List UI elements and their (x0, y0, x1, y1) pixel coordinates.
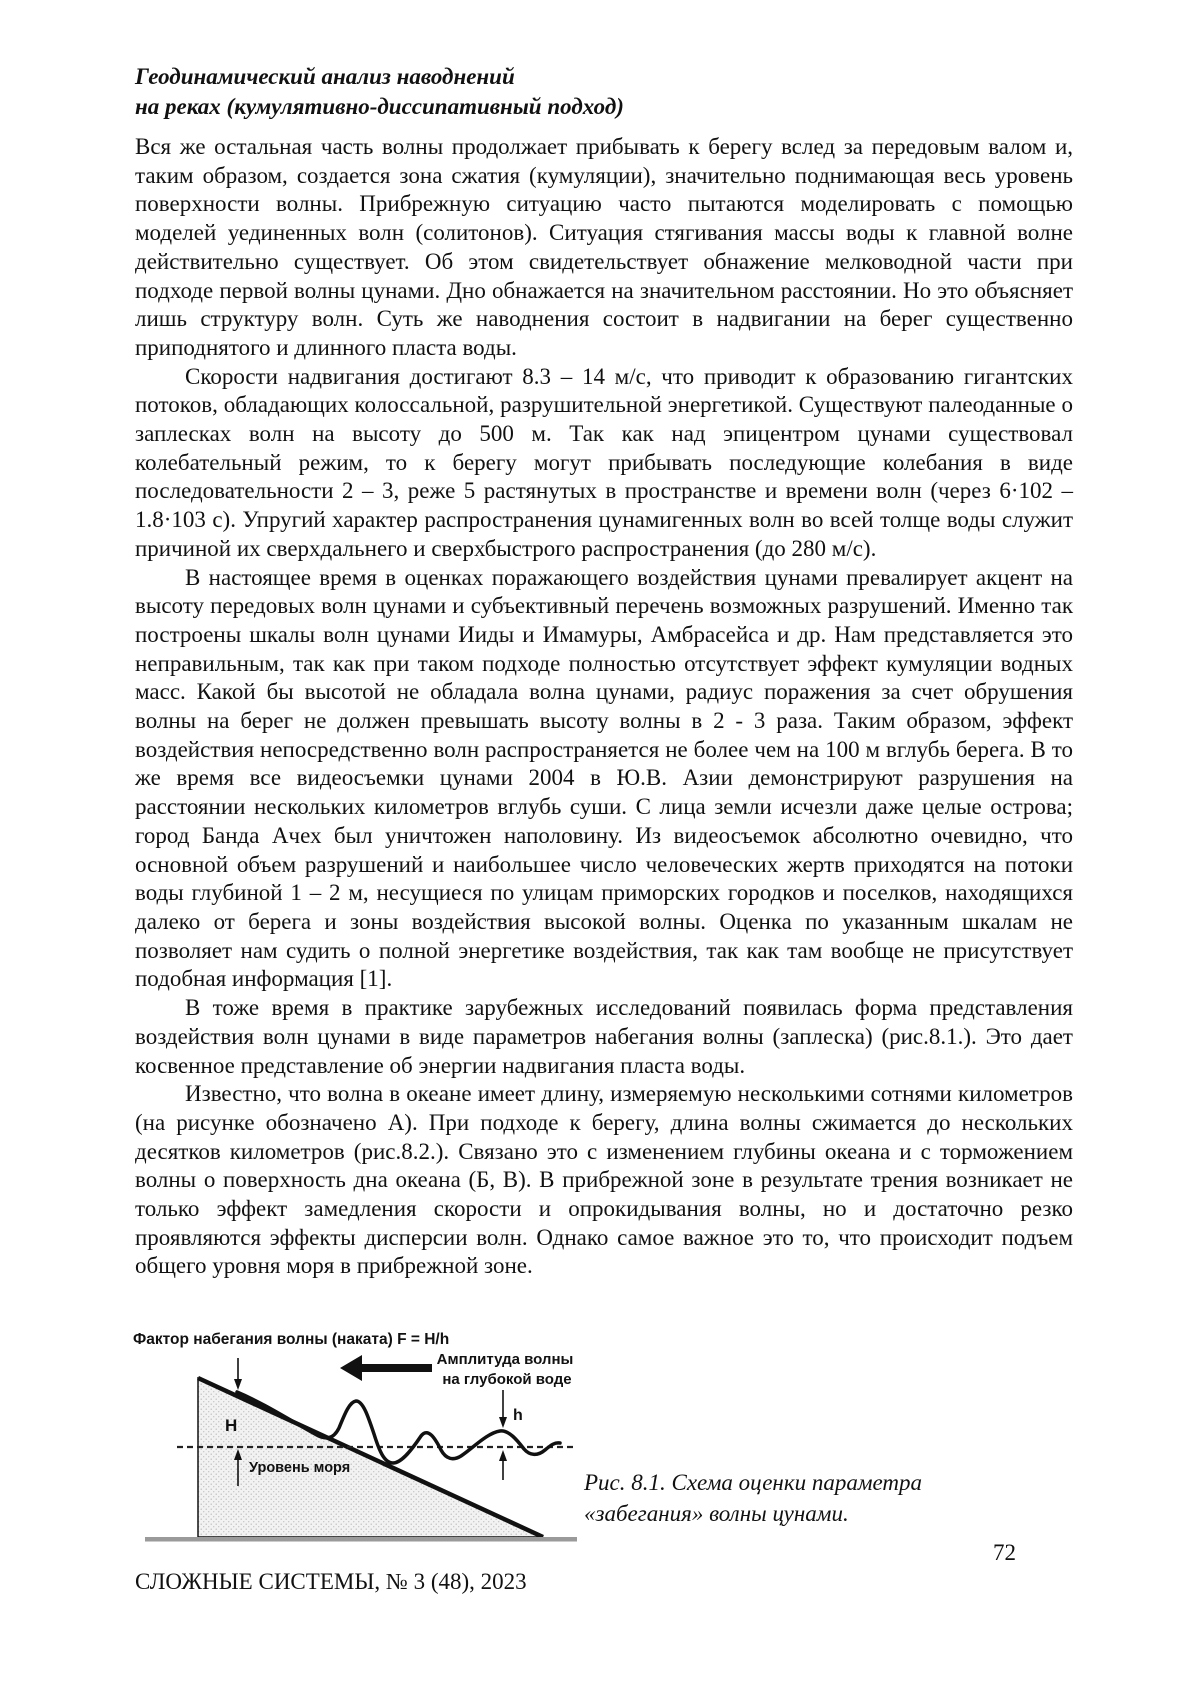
amplitude-up-arrowhead-icon (499, 1450, 507, 1461)
journal-footer: СЛОЖНЫЕ СИСТЕМЫ, № 3 (48), 2023 (135, 1569, 527, 1594)
document-header (135, 62, 1085, 122)
tsunami-runup-diagram (125, 1328, 595, 1600)
tsunami-runup-figure (125, 1328, 595, 1600)
header-title-line-2: на реках (кумулятивно-диссипативный подход) (135, 94, 624, 119)
figure-caption-line-1: Рис. 8.1. Схема оценки параметра (584, 1470, 923, 1495)
runup-down-arrowhead-icon (234, 1379, 242, 1390)
body-text (135, 133, 1073, 1281)
amplitude-label-line-1: Амплитуда волны (436, 1351, 574, 1368)
figure-caption (584, 1468, 1014, 1529)
figure-caption-line-2: «забегания» волны цунами. (584, 1500, 849, 1526)
amplitude-down-arrowhead-icon (499, 1417, 507, 1428)
paragraph-2: Скорости надвигания достигают 8.3 – 14 м/с, что приводит к образованию гигантских потоков, обладающих колоссальной, разрушительной энергетикой. Существуют палеоданные о заплесках волн на высоту до 500 м. Так как над эпицентром цунами существовал колебательный режим, то к берегу могут прибывать последующие колебания в виде последовательности 2 – 3, реже 5 растянутых в пространстве и времени волн (через 6·102 – 1.8·103 с). Упругий характер распространения цунамигенных волн во всей толще воды служит причиной их сверхдальнего и сверхбыстрого распространения (до 280 м/с). (135, 363, 1073, 561)
wave-direction-arrow-icon (340, 1355, 432, 1381)
H-label: H (225, 1416, 238, 1435)
h-label: h (513, 1407, 523, 1424)
header-title-line-1: Геодинамический анализ наводнений (135, 64, 515, 89)
ground-baseline (145, 1537, 577, 1542)
page-number: 72 (993, 1540, 1016, 1565)
amplitude-label-line-2: на глубокой воде (442, 1371, 572, 1388)
paragraph-3: В настоящее время в оценках поражающего воздействия цунами превалирует акцент на высоту передовых волн цунами и субъективный перечень возможных разрушений. Именно так построены шкалы волн цунами Ииды и Имамуры, Амбрасейса и др. Нам представляется это неправильным, так как при таком подходе полностью отсутствует эффект кумуляции водных масс. Какой бы высотой не обладала волна цунами, радиус поражения за счет обрушения волны на берег не должен превышать высоту волны в 2 - 3 раза. Таким образом, эффект воздействия непосредственно волн распространяется не более чем на 100 м вглубь берега. В то же время все видеосъемки цунами 2004 в Ю.В. Азии демонстрируют разрушения на расстоянии нескольких километров вглубь суши. С лица земли исчезли даже целые острова; город Банда Ачех был уничтожен наполовину. Из видеосъемок абсолютно очевидно, что основной объем разрушений и наибольшее число человеческих жертв приходятся на потоки воды глубиной 1 – 2 м, несущиеся по улицам приморских городков и поселков, находящихся далеко от берега и зоны воздействия высокой волны. Оценка по указанным шкалам не позволяет нам судить о полной энергетике воздействия, так как там вообще не присутствует подобная информация [1]. (135, 564, 1073, 992)
figure-title: Фактор набегания волны (наката) F = H/h (133, 1331, 450, 1348)
paragraph-1: Вся же остальная часть волны продолжает прибывать к берегу вслед за передовым валом и, таким образом, создается зона сжатия (кумуляции), значительно поднимающая весь уровень поверхности волны. Прибрежную ситуацию часто пытаются моделировать с помощью моделей уединенных волн (солитонов). Ситуация стягивания массы воды к главной волне действительно существует. Об этом свидетельствует обнажение мелководной части при подходе первой волны цунами. Дно обнажается на значительном расстоянии. Но это объясняет лишь структуру волн. Суть же наводнения состоит в надвигании на берег существенно приподнятого и длинного пласта воды. (135, 134, 1073, 360)
paragraph-5: Известно, что волна в океане имеет длину, измеряемую несколькими сотнями километров (на рисунке обозначено А). При подходе к берегу, длина волны сжимается до нескольких десятков километров (рис.8.2.). Связано это с изменением глубины океана и с торможением волны о поверхность дна океана (Б, В). В прибрежной зоне в результате трения возникает не только эффект замедления скорости и опрокидывания волны, но и достаточно резко проявляются эффекты дисперсии волн. Однако самое важное это то, что происходит подъем общего уровня моря в прибрежной зоне. (135, 1081, 1073, 1279)
sea-level-label: Уровень моря (249, 1460, 351, 1476)
paragraph-4: В тоже время в практике зарубежных исследований появилась форма представления воздействия волн цунами в виде параметров набегания волны (заплеска) (рис.8.1.). Это дает косвенное представление об энергии надвигания пласта воды. (135, 995, 1073, 1078)
